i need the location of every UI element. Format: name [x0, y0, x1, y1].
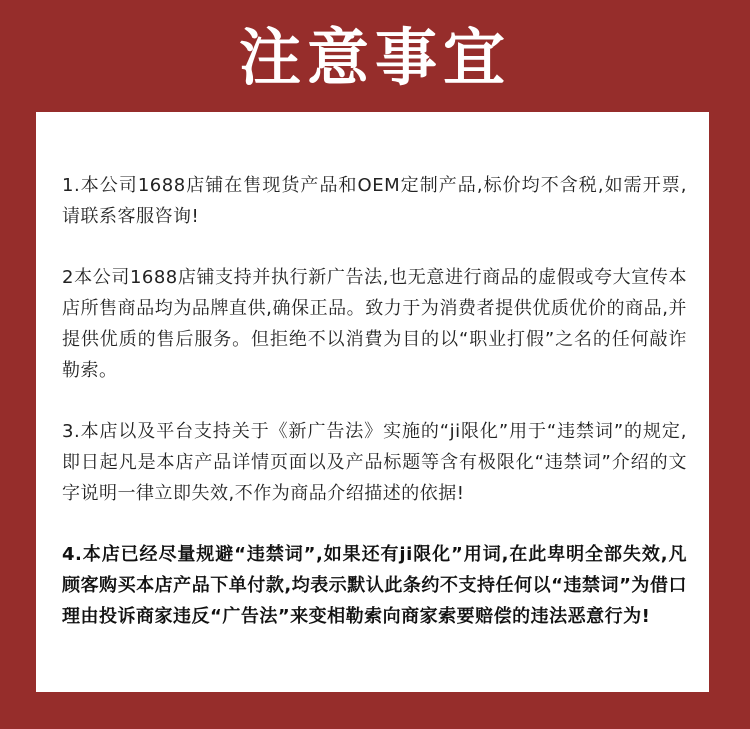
notice-item-2: 2本公司1688店铺支持并执行新广告法,也无意进行商品的虚假或夸大宣传本店所售商品均为品牌直供,确保正品。致力于为消费者提供优质优价的商品,并提供优质的售后服务。但拒绝不以消費为目的以“职业打假”之名的任何敲诈勒索。	[62, 267, 687, 381]
page-title: 注意事宜	[238, 21, 511, 94]
notice-item-3: 3.本店以及平台支持关于《新广告法》实施的“ji限化”用于“违禁词”的规定,即日起凡是本店产品详情页面以及产品标题等含有极限化“违禁词”介绍的文字说明一律立即失效,不作为商品介绍描述的依据!	[62, 421, 687, 504]
notice-item-1: 1.本公司1688店铺在售现货产品和OEM定制产品,标价均不含税,如需开票,请联系客服咨询!	[62, 175, 687, 227]
notice-panel	[36, 112, 709, 692]
notice-item-4: 4.本店已经尽量规避“违禁词”,如果还有ji限化”用词,在此卑明全部失效,凡顾客购买本店产品下单付款,均表示默认此条约不支持任何以“违禁词”为借口理由投诉商家违反“广告法”来变相勒索向商家索要赔偿的违法恶意行为!	[62, 544, 687, 627]
